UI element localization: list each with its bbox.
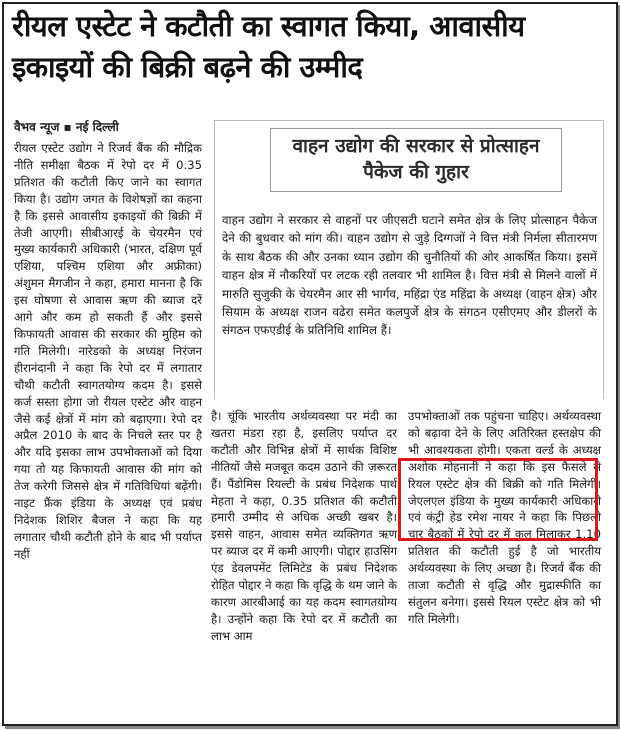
column-2-text: है। चूंकि भारतीय अर्थव्यवस्था पर मंदी का खतरा मंडरा रहा है, इसलिए पर्याप्त दर कटौती और विभिन्न क्षेत्रों में सार्थक विशिष्ट नीतियों जैसे मजबूत कदम उठाने की ज़रूरत हैं। पैंडोमिस रियल्टी के प्रबंध निदेशक पार्थ मेहता ने कहा, 0.35 प्रतिशत की कटौती हमारी उम्मीद से अधिक अच्छी खबर है। इससे वाहन, आवास समेत व्यक्तिगत ऋण पर ब्याज दर में कमी आएगी। पोद्दार हाउसिंग एंड डेवलपमेंट लिमिटेड के प्रबंध निदेशक रोहित पोद्दार ने कहा कि वृद्धि के थम जाने के कारण आरबीआई का यह कदम स्वागतयोग्य है। उन्होंने कहा कि रेपो दर में कटौती का लाभ आम [211, 409, 397, 643]
headline: रीयल एस्टेट ने कटौती का स्वागत किया, आवासीय इकाइयों की बिक्री बढ़ने की उम्मीद [12, 9, 525, 84]
sidebar-body [222, 211, 597, 340]
article-column-1 [14, 140, 202, 563]
sidebar-body-text: वाहन उद्योग ने सरकार से वाहनों पर जीएसटी घटाने समेत क्षेत्र के लिए प्रोत्साहन पैकेज देने की बुधवार को मांग की। वाहन उद्योग से जुड़े दिग्गजों ने वित्त मंत्री निर्मला सीतारमण के साथ बैठक की और उनका ध्यान उद्योग की चुनौतियों की ओर आकर्षित किया। इसमें वाहन क्षेत्र में नौकरियों पर लटक रही तलवार भी शामिल है। वित्त मंत्री से मिलने वालों में मारुति सुजुकी के चेयरमैन आर सी भार्गव, महिंद्रा एंड महिंद्रा के अध्यक्ष (वाहन क्षेत्र) और सियाम के अध्यक्ष राजन वढेरा समेत कलपुर्जे क्षेत्र के संगठन एसीएमए और डीलरों के संगठन एफएडीई के प्रतिनिधि शामिल हैं। [222, 213, 597, 338]
column-3-text: उपभोक्ताओं तक पहुंचना चाहिए। अर्थव्यवस्था को बढ़ावा देने के लिए अतिरिक्त हस्तक्षेप की भी आवश्यकता होगी। एकता वर्ल्ड के अध्यक्ष अशोक मोहनानी ने कहा कि इस फैसले से रियल एस्टेट क्षेत्र की बिक्री को गति मिलेगी। जेएलएल इंडिया के मुख्य कार्यकारी अधिकारी एवं कंट्री हेड रमेश नायर ने कहा कि पिछली चार बैठकों में रेपो दर में कुल मिलाकर 1.10 प्रतिशत की कटौती हुई है जो भारतीय अर्थव्यवस्था के लिए अच्छा है। रिजर्व बैंक की ताजा कटौती से वृद्धि और मुद्रास्फीति का संतुलन बनेगा। इससे रियल एस्टेट क्षेत्र को भी गति मिलेगी। [408, 409, 601, 626]
sub-headline: वाहन उद्योग की सरकार से प्रोत्साहन पैकेज की गुहार [270, 128, 562, 192]
byline: वैभव न्यूज ▪ नई दिल्ली [14, 120, 119, 134]
article-column-3 [408, 408, 601, 628]
column-1-text: रीयल एस्टेट उद्योग ने रिजर्व बैंक की मौद्रिक नीति समीक्षा बैठक में रेपो दर में 0.35 प्रतिशत की कटौती किए जाने का स्वागत किया है। उद्योग जगत के विशेषज्ञों का कहना है कि इससे आवासीय इकाइयों की बिक्री में तेजी आएगी। सीबीआरई के चेयरमैन एवं मुख्य कार्यकारी अधिकारी (भारत, दक्षिण पूर्व एशिया, पश्चिम एशिया और अफ्रीका) अंशुमन मैगजीन ने कहा, हमारा मानना है कि इस घोषणा से आवास ऋण की ब्याज दरें आगे और कम हो सकती हैं और इससे किफायती आवास की सरकार की मुहिम को गति मिलेगी। नारेडको के अध्यक्ष निरंजन हीरानंदानी ने कहा कि रेपो दर में लगातार चौथी कटौती स्वागतयोग्य कदम है। इससे कर्ज सस्ता होगा जो रीयल एस्टेट और वाहन जैसे कई क्षेत्रों में मांग को बढ़ाएगा। रेपो दर अप्रैल 2010 के बाद के निचले स्तर पर है और यदि इसका लाभ उपभोक्ताओं को दिया गया तो यह किफायती आवास की मांग को तेज करेगी जिससे क्षेत्र में गतिविधियां बढ़ेंगी। नाइट फ्रैंक इंडिया के अध्यक्ष एवं प्रबंध निदेशक शिशिर बैजल ने कहा कि यह लगातार चौथी कटौती होने के बाद भी पर्याप्त नहीं [14, 141, 202, 561]
article-column-2 [211, 408, 397, 645]
